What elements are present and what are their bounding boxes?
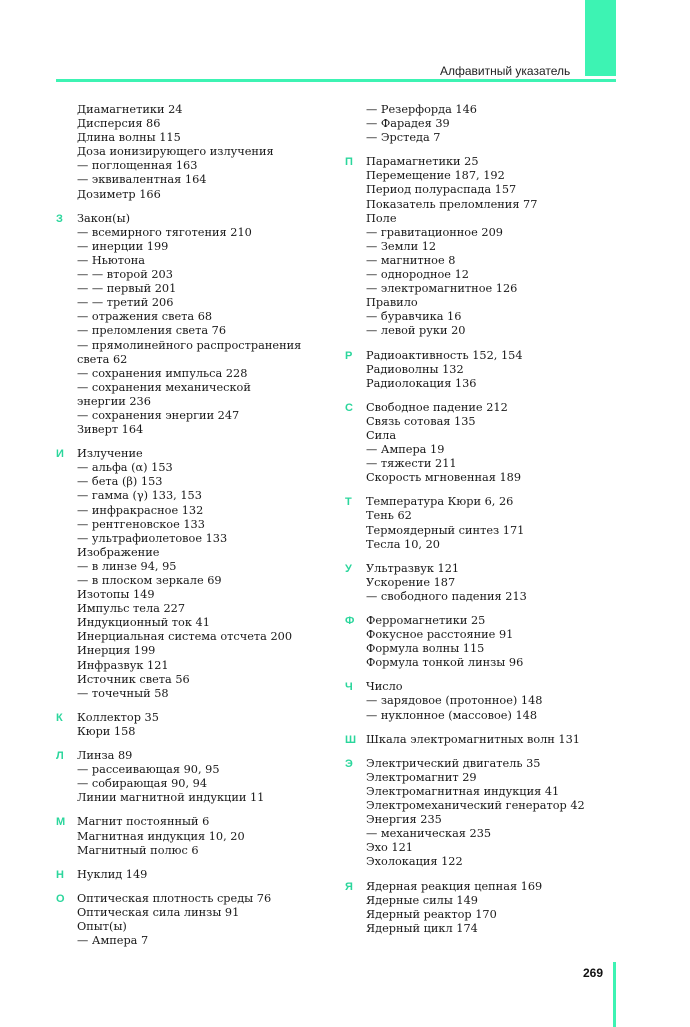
- index-entry: Радиоволны 132: [366, 362, 464, 376]
- index-entry: Изотопы 149: [77, 588, 155, 602]
- page-header-title: Алфавитный указатель: [440, 64, 571, 78]
- index-entry: энергии 236: [77, 394, 151, 408]
- index-entry: Радиолокация 136: [366, 376, 477, 390]
- index-entry: Излучение: [77, 447, 143, 461]
- index-entry: — — третий 206: [77, 296, 174, 310]
- index-entry: — преломления света 76: [77, 324, 227, 338]
- section-letter: И: [56, 448, 64, 461]
- index-entry: — левой руки 20: [366, 324, 466, 338]
- chapter-tab-marker: [585, 0, 616, 76]
- index-entry: — рентгеновское 133: [77, 517, 205, 531]
- index-entry: Электрический двигатель 35: [366, 756, 541, 770]
- index-entry: Ядерный цикл 174: [366, 921, 478, 935]
- index-section: [56, 103, 336, 202]
- index-entry: Изображение: [77, 545, 160, 559]
- index-entry: Дисперсия 86: [77, 117, 161, 131]
- index-entry: — рассеивающая 90, 95: [77, 763, 220, 777]
- index-entry: Электромагнитная индукция 41: [366, 784, 560, 798]
- index-entry: — сохранения импульса 228: [77, 366, 248, 380]
- index-entry: — магнитное 8: [366, 253, 456, 267]
- index-section: [345, 733, 625, 747]
- section-letter: З: [56, 212, 63, 225]
- index-entry: Опыт(ы): [77, 919, 127, 933]
- index-entry: Магнитный полюс 6: [77, 843, 199, 857]
- index-section: [345, 495, 625, 551]
- index-entry: — собирающая 90, 94: [77, 777, 208, 791]
- section-letter: Р: [345, 349, 353, 362]
- index-entry: Магнитная индукция 10, 20: [77, 829, 245, 843]
- index-section: [56, 868, 336, 882]
- section-letter: Ч: [345, 681, 353, 694]
- index-section: [345, 680, 625, 722]
- index-entry: — прямолинейного распространения: [77, 338, 302, 352]
- index-entry: Парамагнетики 25: [366, 155, 479, 169]
- section-letter: С: [345, 401, 353, 414]
- index-section: [56, 815, 336, 857]
- index-entry: — Земли 12: [366, 239, 437, 253]
- index-entry: Коллектор 35: [77, 710, 159, 724]
- page-number: 269: [582, 966, 604, 980]
- index-entry: Ускорение 187: [366, 575, 456, 589]
- index-entry: Скорость мгновенная 189: [366, 471, 522, 485]
- index-entry: — инерции 199: [77, 239, 169, 253]
- index-entry: — сохранения энергии 247: [77, 408, 240, 422]
- index-entry: — — второй 203: [77, 268, 173, 282]
- index-entry: Источник света 56: [77, 672, 190, 686]
- section-letter: Ф: [345, 615, 355, 627]
- page-number-bar: [613, 962, 616, 1027]
- index-entry: Правило: [366, 296, 418, 310]
- index-entry: — — первый 201: [77, 282, 177, 296]
- index-entry: — зарядовое (протонное) 148: [366, 694, 543, 708]
- index-section: [345, 349, 625, 391]
- index-entry: — механическая 235: [366, 827, 492, 841]
- index-entry: Ядерные силы 149: [366, 893, 478, 907]
- index-entry: Инерция 199: [77, 644, 156, 658]
- index-entry: Эхо 121: [366, 841, 413, 855]
- index-section: [56, 447, 336, 701]
- section-letter: Н: [56, 868, 64, 881]
- index-section: [345, 155, 625, 338]
- index-entry: — в линзе 94, 95: [77, 559, 177, 573]
- index-entry: Магнит постоянный 6: [77, 815, 210, 829]
- index-section: [56, 212, 336, 438]
- section-letter: Я: [345, 880, 353, 893]
- section-letter: К: [56, 711, 63, 724]
- index-entry: Нуклид 149: [77, 867, 148, 881]
- index-entry: Диамагнетики 24: [77, 103, 183, 116]
- index-section: [56, 711, 336, 739]
- index-entry: Ультразвук 121: [366, 561, 460, 575]
- index-entry: Свободное падение 212: [366, 400, 508, 414]
- index-entry: Линии магнитной индукции 11: [77, 791, 265, 805]
- index-entry: — Ньютона: [77, 253, 146, 267]
- section-letter: Э: [345, 757, 353, 770]
- index-entry: Импульс тела 227: [77, 602, 186, 616]
- section-letter: Л: [56, 750, 64, 763]
- index-entry: Зиверт 164: [77, 423, 144, 437]
- index-section: [345, 401, 625, 486]
- index-entry: — Резерфорда 146: [366, 103, 477, 116]
- index-column-right: [345, 103, 625, 946]
- index-entry: Доза ионизирующего излучения: [77, 145, 274, 159]
- index-entry: Закон(ы): [77, 211, 130, 225]
- index-entry: Связь сотовая 135: [366, 414, 476, 428]
- index-entry: Перемещение 187, 192: [366, 169, 505, 183]
- index-entry: — в плоском зеркале 69: [77, 574, 222, 587]
- index-entry: Индукционный ток 41: [77, 616, 210, 630]
- index-section: [345, 757, 625, 870]
- section-letter: У: [345, 562, 352, 575]
- index-entry: Ферромагнетики 25: [366, 614, 486, 627]
- index-section: [56, 892, 336, 948]
- index-entry: Показатель преломления 77: [366, 197, 538, 211]
- index-entry: Шкала электромагнитных волн 131: [366, 732, 580, 746]
- index-entry: Электромеханический генератор 42: [366, 799, 585, 813]
- index-entry: Радиоактивность 152, 154: [366, 348, 523, 362]
- index-entry: Формула волны 115: [366, 642, 485, 656]
- index-entry: Термоядерный синтез 171: [366, 523, 525, 537]
- index-entry: — гравитационное 209: [366, 225, 503, 239]
- index-entry: — нуклонное (массовое) 148: [366, 708, 538, 722]
- index-entry: — буравчика 16: [366, 310, 462, 324]
- index-column-left: [56, 103, 336, 958]
- index-entry: Число: [366, 680, 403, 694]
- index-entry: Кюри 158: [77, 724, 136, 738]
- index-entry: Электромагнит 29: [366, 770, 477, 784]
- index-section: [345, 103, 625, 145]
- index-entry: — отражения света 68: [77, 310, 213, 324]
- index-entry: — гамма (γ) 133, 153: [77, 489, 202, 503]
- index-entry: Энергия 235: [366, 813, 442, 827]
- section-letter: О: [56, 892, 65, 905]
- index-entry: Инфразвук 121: [77, 658, 169, 672]
- header-rule: [56, 79, 616, 82]
- index-entry: — сохранения механической: [77, 380, 251, 394]
- section-letter: Т: [345, 496, 352, 509]
- index-entry: — свободного падения 213: [366, 589, 527, 603]
- index-entry: Ядерная реакция цепная 169: [366, 879, 543, 893]
- index-entry: Инерциальная система отсчета 200: [77, 630, 293, 644]
- index-entry: — всемирного тяготения 210: [77, 225, 252, 239]
- index-entry: — альфа (α) 153: [77, 461, 173, 475]
- index-entry: Тень 62: [366, 509, 412, 523]
- index-entry: Температура Кюри 6, 26: [366, 495, 514, 509]
- index-entry: — ультрафиолетовое 133: [77, 531, 228, 545]
- index-entry: Эхолокация 122: [366, 855, 463, 869]
- section-letter: М: [56, 816, 66, 829]
- index-entry: — эквивалентная 164: [77, 173, 207, 187]
- index-entry: Линза 89: [77, 749, 133, 763]
- index-entry: Поле: [366, 211, 397, 225]
- index-entry: — поглощенная 163: [77, 159, 198, 173]
- index-entry: Длина волны 115: [77, 131, 181, 145]
- index-entry: — тяжести 211: [366, 457, 457, 471]
- index-entry: Сила: [366, 428, 397, 442]
- index-entry: Дозиметр 166: [77, 187, 161, 201]
- section-letter: П: [345, 156, 353, 169]
- index-entry: — электромагнитное 126: [366, 282, 518, 296]
- index-section: [345, 562, 625, 604]
- index-entry: Оптическая плотность среды 76: [77, 891, 272, 905]
- index-section: [345, 614, 625, 670]
- index-entry: Ядерный реактор 170: [366, 907, 497, 921]
- index-entry: — бета (β) 153: [77, 475, 163, 489]
- index-entry: Период полураспада 157: [366, 183, 517, 197]
- index-entry: — Ампера 19: [366, 443, 445, 457]
- index-entry: света 62: [77, 352, 128, 366]
- index-entry: — Ампера 7: [77, 934, 149, 948]
- index-entry: Тесла 10, 20: [366, 537, 440, 551]
- index-entry: Формула тонкой линзы 96: [366, 656, 524, 670]
- index-section: [56, 749, 336, 805]
- index-entry: — инфракрасное 132: [77, 503, 204, 517]
- index-entry: — Эрстеда 7: [366, 131, 441, 145]
- index-entry: Оптическая сила линзы 91: [77, 905, 240, 919]
- section-letter: Ш: [345, 733, 357, 746]
- index-entry: — точечный 58: [77, 686, 169, 700]
- index-section: [345, 880, 625, 936]
- index-entry: Фокусное расстояние 91: [366, 628, 514, 642]
- index-entry: — однородное 12: [366, 268, 469, 282]
- index-entry: — Фарадея 39: [366, 117, 450, 131]
